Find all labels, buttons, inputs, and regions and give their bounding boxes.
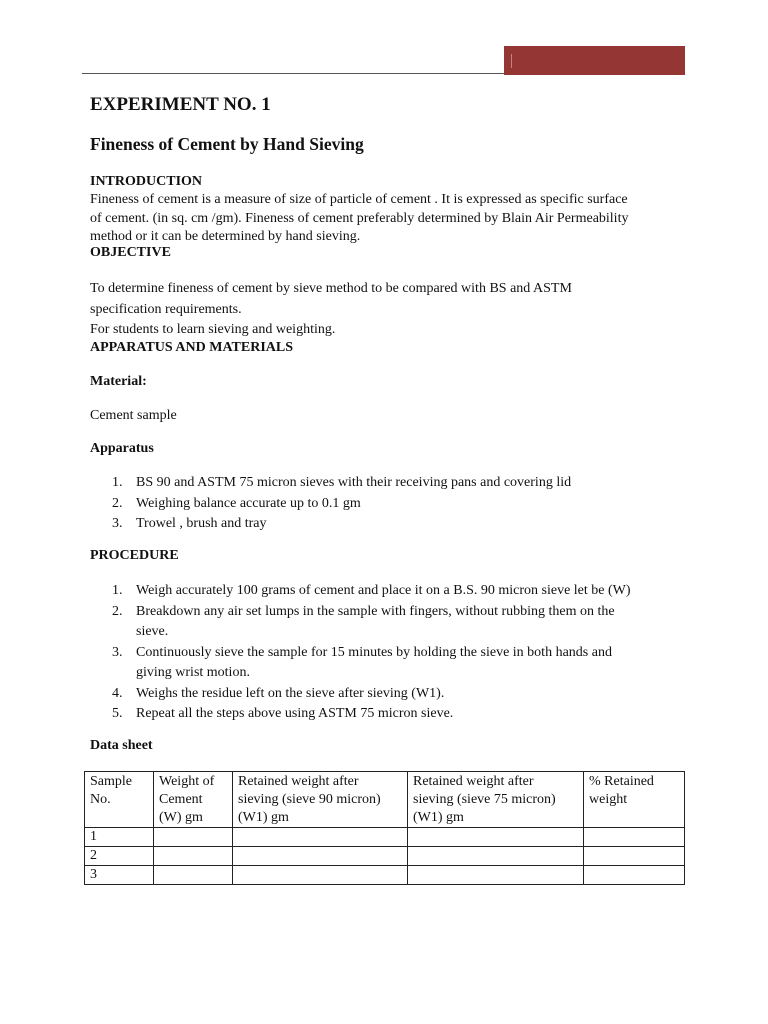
procedure-list: [90, 581, 670, 725]
material-value: Cement sample: [90, 408, 177, 423]
table-header-row: [85, 772, 685, 828]
apparatus-label: Apparatus: [90, 441, 154, 456]
column-header-retained-75: Retained weight after sieving (sieve 75 micron) (W1) gm: [408, 772, 584, 828]
material-label: Material:: [90, 374, 147, 389]
column-header-retained-90: Retained weight after sieving (sieve 90 micron) (W1) gm: [233, 772, 408, 828]
apparatus-materials-heading: APPARATUS AND MATERIALS: [90, 340, 294, 355]
table-cell[interactable]: [233, 866, 408, 885]
table-cell[interactable]: [584, 866, 685, 885]
introduction-line: of cement. (in sq. cm /gm). Fineness of cement preferably determined by Blain Air Permeability: [90, 210, 629, 226]
table-cell[interactable]: [154, 866, 233, 885]
introduction-text: [90, 191, 675, 247]
list-item: 3. Trowel , brush and tray: [112, 516, 267, 531]
table-row: [85, 866, 685, 885]
experiment-subtitle: Fineness of Cement by Hand Sieving: [90, 134, 364, 154]
list-item: 4. Weighs the residue left on the sieve after sieving (W1).: [112, 685, 445, 701]
table-cell[interactable]: [408, 866, 584, 885]
column-header-percent-retained: % Retained weight: [584, 772, 685, 828]
list-item: 3. Continuously sieve the sample for 15 minutes by holding the sieve in both hands and giving wrist motion.: [112, 644, 612, 680]
table-cell[interactable]: [584, 828, 685, 847]
introduction-line: Fineness of cement is a measure of size of particle of cement . It is expressed as specific surface: [90, 192, 628, 207]
list-item: 2. Breakdown any air set lumps in the sample with fingers, without rubbing them on the sieve.: [112, 603, 615, 639]
table-row: [85, 847, 685, 866]
table-cell[interactable]: 2: [85, 847, 154, 866]
header-accent-bar: [504, 46, 685, 75]
introduction-heading: INTRODUCTION: [90, 174, 203, 189]
objective-line: specification requirements.: [90, 301, 242, 317]
procedure-heading: PROCEDURE: [90, 548, 179, 563]
table-cell[interactable]: 3: [85, 866, 154, 885]
objective-line: For students to learn sieving and weighting.: [90, 322, 336, 337]
column-header-sample-no: Sample No.: [85, 772, 154, 828]
table-cell[interactable]: [408, 828, 584, 847]
objective-heading: OBJECTIVE: [90, 245, 171, 260]
list-item: 1. Weigh accurately 100 grams of cement and place it on a B.S. 90 micron sieve let be (W): [112, 583, 631, 598]
experiment-title: EXPERIMENT NO. 1: [90, 94, 271, 115]
column-header-weight-of-cement: Weight of Cement (W) gm: [154, 772, 233, 828]
objective-line: To determine fineness of cement by sieve method to be compared with BS and ASTM: [90, 281, 572, 296]
table-cell[interactable]: [408, 847, 584, 866]
header-accent-mark: [511, 54, 512, 68]
table-row: [85, 828, 685, 847]
data-sheet-label: Data sheet: [90, 738, 153, 753]
list-item: 2. Weighing balance accurate up to 0.1 gm: [112, 495, 361, 511]
header-rule: [82, 73, 505, 74]
data-sheet-table: [84, 771, 685, 885]
table-cell[interactable]: [233, 828, 408, 847]
list-item: 1. BS 90 and ASTM 75 micron sieves with their receiving pans and covering lid: [112, 475, 572, 490]
introduction-line: method or it can be determined by hand sieving.: [90, 229, 361, 244]
table-cell[interactable]: [154, 847, 233, 866]
table-cell[interactable]: 1: [85, 828, 154, 847]
apparatus-list: [90, 473, 670, 535]
table-cell[interactable]: [584, 847, 685, 866]
table-cell[interactable]: [233, 847, 408, 866]
list-item: 5. Repeat all the steps above using ASTM 75 micron sieve.: [112, 706, 454, 721]
objective-text: [90, 279, 675, 341]
table-cell[interactable]: [154, 828, 233, 847]
